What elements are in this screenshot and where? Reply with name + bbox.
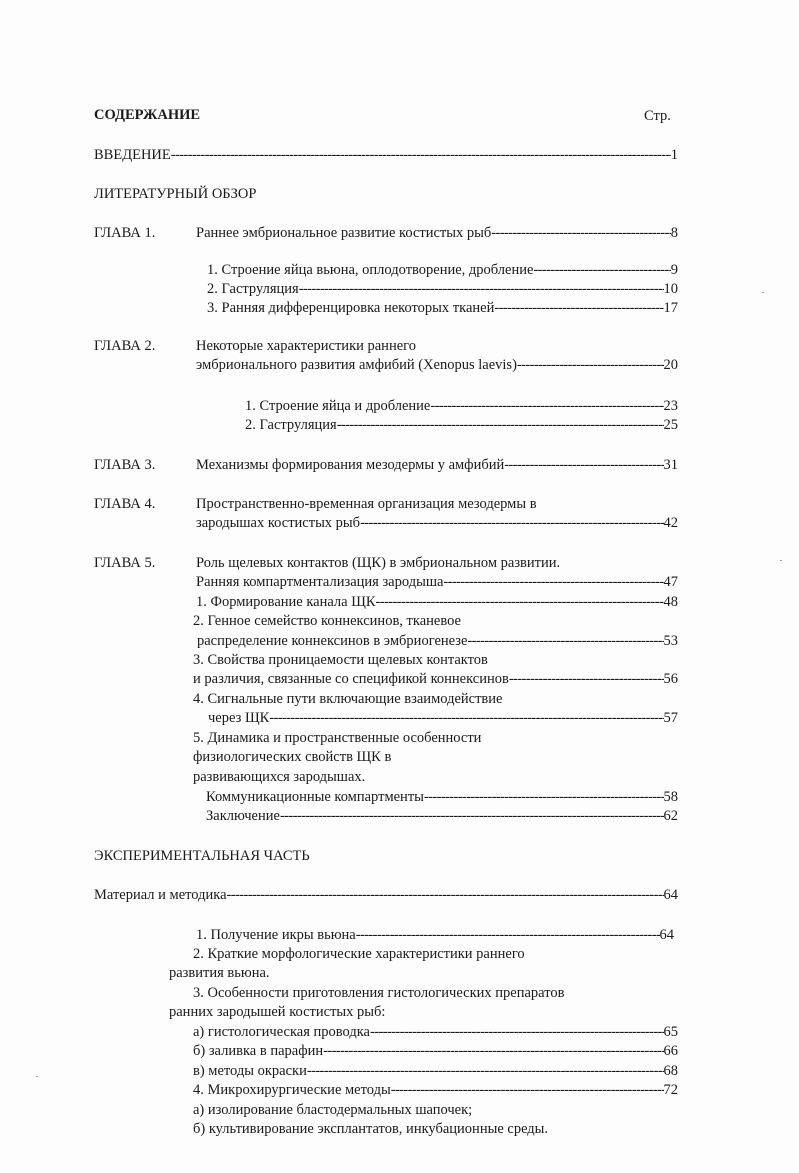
scan-speck (780, 560, 782, 561)
toc-entry-methods[interactable]: Материал и методика ----- 64 (94, 886, 678, 904)
toc-entry-line: б) культивирование эксплантатов, инкубационные среды. (193, 1121, 549, 1137)
chapter-label: ГЛАВА 2. (94, 338, 156, 354)
page-number: 56 (663, 671, 678, 687)
toc-entry[interactable]: через ЩК ----- 57 (208, 709, 678, 727)
page-number: 23 (663, 398, 678, 414)
toc-entry-line: ранних зародышей костистых рыб: (169, 1004, 386, 1020)
dot-leader (299, 280, 664, 298)
toc-entry-line: развивающихся зародышах. (193, 769, 366, 785)
toc-entry[interactable]: 3. Ранняя дифференцировка некоторых тканей ----- 17 (207, 299, 678, 317)
toc-entry[interactable]: 1. Строение яйца и дробление ----- 23 (245, 397, 678, 415)
page-number: 17 (663, 300, 678, 316)
toc-entry[interactable]: 1. Получение икры вьюна ----- 64 (196, 926, 674, 944)
chapter-label: ГЛАВА 1. (94, 225, 156, 241)
dot-leader (491, 224, 671, 242)
toc-entry[interactable]: распределение коннексинов в эмбриогенезе ----- 53 (197, 632, 678, 650)
dot-leader (171, 146, 671, 164)
dot-leader (280, 807, 664, 825)
toc-entry[interactable]: 1. Строение яйца вьюна, оплодотворение, дробление ----- 9 (207, 261, 678, 279)
page-number: 1 (670, 147, 678, 163)
toc-entry-line: 2. Краткие морфологические характеристики раннего (193, 946, 525, 962)
dot-leader (517, 356, 664, 374)
dot-leader (337, 416, 664, 434)
dot-leader (533, 261, 670, 279)
toc-entry-line: 3. Особенности приготовления гистологических препаратов (193, 985, 565, 1001)
toc-entry-line: 5. Динамика и пространственные особенности (193, 730, 482, 746)
toc-entry[interactable]: в) методы окраски ----- 68 (193, 1062, 678, 1080)
toc-entry-line: 3. Свойства проницаемости щелевых контактов (193, 652, 488, 668)
toc-entry-chapter-3[interactable]: Механизмы формирования мезодермы у амфибий ----- 31 (196, 456, 678, 474)
toc-entry[interactable]: и различия, связанные со спецификой коннексинов ----- 56 (193, 670, 678, 688)
page-column-label: Стр. (644, 108, 671, 124)
chapter-title-line: Роль щелевых контактов (ЩК) в эмбриональном развитии. (196, 555, 561, 571)
chapter-label: ГЛАВА 3. (94, 457, 156, 473)
page-number: 48 (663, 594, 678, 610)
page-number: 68 (663, 1063, 678, 1079)
page-number: 64 (659, 927, 674, 943)
page-number: 42 (663, 515, 678, 531)
page-number: 72 (663, 1082, 678, 1098)
page-number: 58 (663, 789, 678, 805)
toc-entry-chapter-4[interactable]: зародышах костистых рыб ----- 42 (196, 514, 678, 532)
section-heading-experimental: ЭКСПЕРИМЕНТАЛЬНАЯ ЧАСТЬ (94, 848, 310, 864)
page-number: 65 (663, 1024, 678, 1040)
dot-leader (391, 1081, 664, 1099)
chapter-label: ГЛАВА 5. (94, 555, 156, 571)
dot-leader (360, 514, 663, 532)
toc-entry-intro[interactable]: ВВЕДЕНИЕ ----- 1 (94, 146, 678, 164)
dot-leader (504, 456, 663, 474)
dot-leader (443, 573, 663, 591)
toc-entry[interactable]: 4. Микрохирургические методы ----- 72 (193, 1081, 678, 1099)
chapter-title-line: Некоторые характеристики раннего (196, 338, 416, 354)
page-number: 64 (663, 887, 678, 903)
dot-leader (370, 1023, 664, 1041)
dot-leader (307, 1062, 664, 1080)
page-number: 25 (663, 417, 678, 433)
toc-entry-line: физиологических свойств ЩК в (193, 749, 392, 765)
toc-entry-line: а) изолирование бластодермальных шапочек; (193, 1102, 473, 1118)
toc-entry-conclusion[interactable]: Заключение ----- 62 (206, 807, 678, 825)
toc-entry[interactable]: Коммуникационные компартменты ----- 58 (206, 788, 678, 806)
scan-speck (36, 1076, 38, 1077)
toc-entry[interactable]: б) заливка в парафин ----- 66 (193, 1042, 678, 1060)
dot-leader (227, 886, 664, 904)
page-number: 31 (663, 457, 678, 473)
toc-entry[interactable]: 2. Гаструляция ----- 10 (207, 280, 678, 298)
toc-entry-chapter-2[interactable]: эмбрионального развития амфибий (Xenopus laevis) ----- 20 (196, 356, 678, 374)
scan-speck (762, 292, 764, 293)
page-number: 47 (663, 574, 678, 590)
chapter-title-line: Пространственно-временная организация мезодермы в (196, 496, 537, 512)
toc-entry-line: 2. Генное семейство коннексинов, тканевое (193, 613, 461, 629)
page-number: 20 (663, 357, 678, 373)
dot-leader (494, 299, 663, 317)
toc-entry-line: 4. Сигнальные пути включающие взаимодействие (193, 691, 503, 707)
dot-leader (467, 632, 663, 650)
toc-entry-line: развития вьюна. (169, 965, 270, 981)
toc-entry[interactable]: а) гистологическая проводка ----- 65 (193, 1023, 678, 1041)
page-number: 10 (663, 281, 678, 297)
page-number: 9 (670, 262, 678, 278)
page-number: 62 (663, 808, 678, 824)
dot-leader (424, 788, 664, 806)
dot-leader (356, 926, 660, 944)
toc-entry[interactable]: 1. Формирование канала ЩК ----- 48 (196, 593, 678, 611)
dot-leader (430, 397, 663, 415)
dot-leader (323, 1042, 663, 1060)
page-number: 66 (663, 1043, 678, 1059)
toc-entry-chapter-5[interactable]: Ранняя компартментализация зародыша ----- 47 (196, 573, 678, 591)
dot-leader (269, 709, 663, 727)
toc-title: СОДЕРЖАНИЕ (94, 107, 201, 123)
page-number: 8 (670, 225, 678, 241)
page-number: 53 (663, 633, 678, 649)
toc-entry[interactable]: 2. Гаструляция ----- 25 (245, 416, 678, 434)
chapter-label: ГЛАВА 4. (94, 496, 156, 512)
toc-entry-chapter-1[interactable]: Раннее эмбриональное развитие костистых рыб ----- 8 (196, 224, 678, 242)
page-number: 57 (663, 710, 678, 726)
dot-leader (376, 593, 664, 611)
dot-leader (509, 670, 664, 688)
section-heading-lit-review: ЛИТЕРАТУРНЫЙ ОБЗОР (94, 186, 257, 202)
